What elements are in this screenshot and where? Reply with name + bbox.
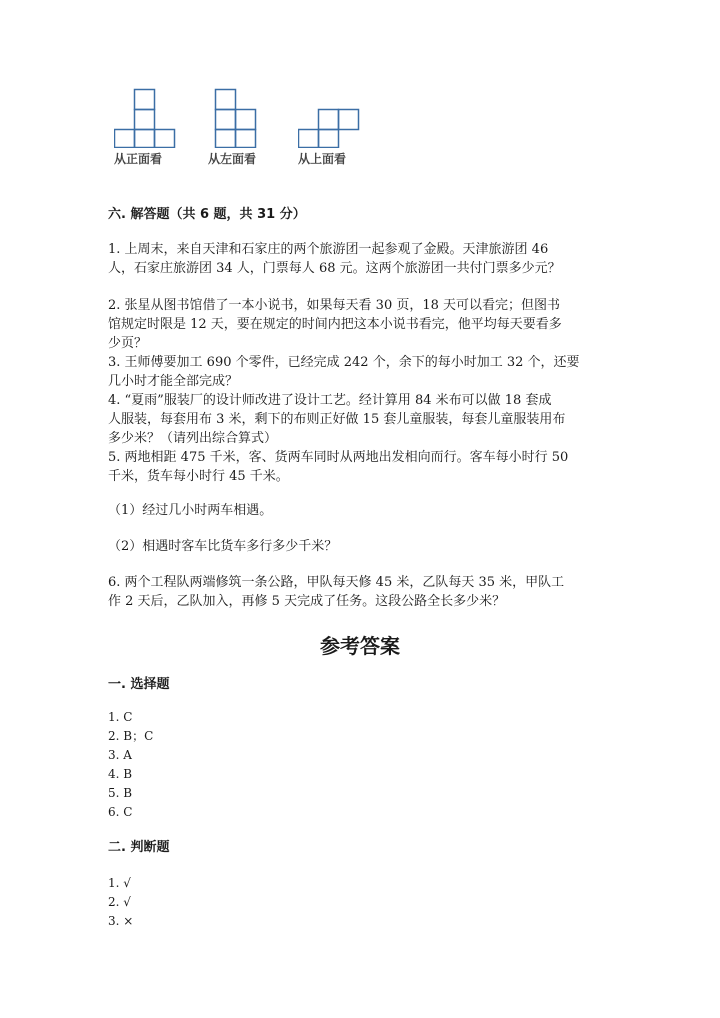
top-view-label: 从上面看 [298,152,347,166]
answer-item: 6. C [108,805,133,819]
q5-line2: 千米，货车每小时行 45 千米。 [108,469,289,484]
answers-title: 参考答案 [320,634,400,658]
answer-item: 4. B [108,767,133,781]
answer-item: 2. B；C [108,729,154,743]
answer-item: 2. √ [108,895,131,909]
left-view-label: 从左面看 [208,152,257,166]
q1-line1: 1. 上周末，来自天津和石家庄的两个旅游团一起参观了金殿。天津旅游团 46 [108,242,549,257]
q5-sub2: （2）相遇时客车比货车多行多少千米？ [108,539,338,554]
top-view-figure [298,86,362,148]
answers-sec1-heading: 一. 选择题 [108,677,170,692]
answer-item: 3. A [108,748,132,762]
answer-item: 5. B [108,786,133,800]
answer-item: 1. C [108,710,133,724]
front-view-grid [114,86,178,148]
answer-item: 1. √ [108,876,131,890]
left-view-grid [214,86,258,148]
q4-line2: 人服装，每套用布 3 米，剩下的布则正好做 15 套儿童服装，每套儿童服装用布 [108,412,566,427]
top-view-grid [298,86,362,148]
front-view-label: 从正面看 [114,152,163,166]
q6-line1: 6. 两个工程队两端修筑一条公路，甲队每天修 45 米，乙队每天 35 米，甲队工 [108,575,565,590]
front-view-figure [114,86,178,148]
q3-line2: 几小时才能全部完成？ [108,374,239,389]
q2-line3: 少页？ [108,336,148,351]
q2-line2: 馆规定时限是 12 天，要在规定的时间内把这本小说书看完，他平均每天要看多 [108,317,562,332]
q2-line1: 2. 张星从图书馆借了一本小说书，如果每天看 30 页，18 天可以看完；但图书 [108,298,561,313]
q6-line2: 作 2 天后，乙队加入，再修 5 天完成了任务。这段公路全长多少米？ [108,594,506,609]
left-view-figure [214,86,258,148]
q3-line1: 3. 王师傅要加工 690 个零件，已经完成 242 个，余下的每小时加工 32 个，还要 [108,355,580,370]
q4-line1: 4. “夏雨”服装厂的设计师改进了设计工艺。经计算用 84 米布可以做 18 套成 [108,393,552,408]
q1-line2: 人，石家庄旅游团 34 人，门票每人 68 元。这两个旅游团一共付门票多少元？ [108,261,561,276]
answer-item: 3. × [108,914,134,928]
answers-sec2-heading: 二. 判断题 [108,840,170,855]
three-view-figures [108,86,368,170]
q5-sub1: （1）经过几小时两车相遇。 [108,503,273,518]
q5-line1: 5. 两地相距 475 千米，客、货两车同时从两地出发相向而行。客车每小时行 50 [108,450,569,465]
q4-line3: 多少米？（请列出综合算式） [108,431,278,446]
section6-heading: 六. 解答题（共 6 题，共 31 分） [108,207,306,222]
